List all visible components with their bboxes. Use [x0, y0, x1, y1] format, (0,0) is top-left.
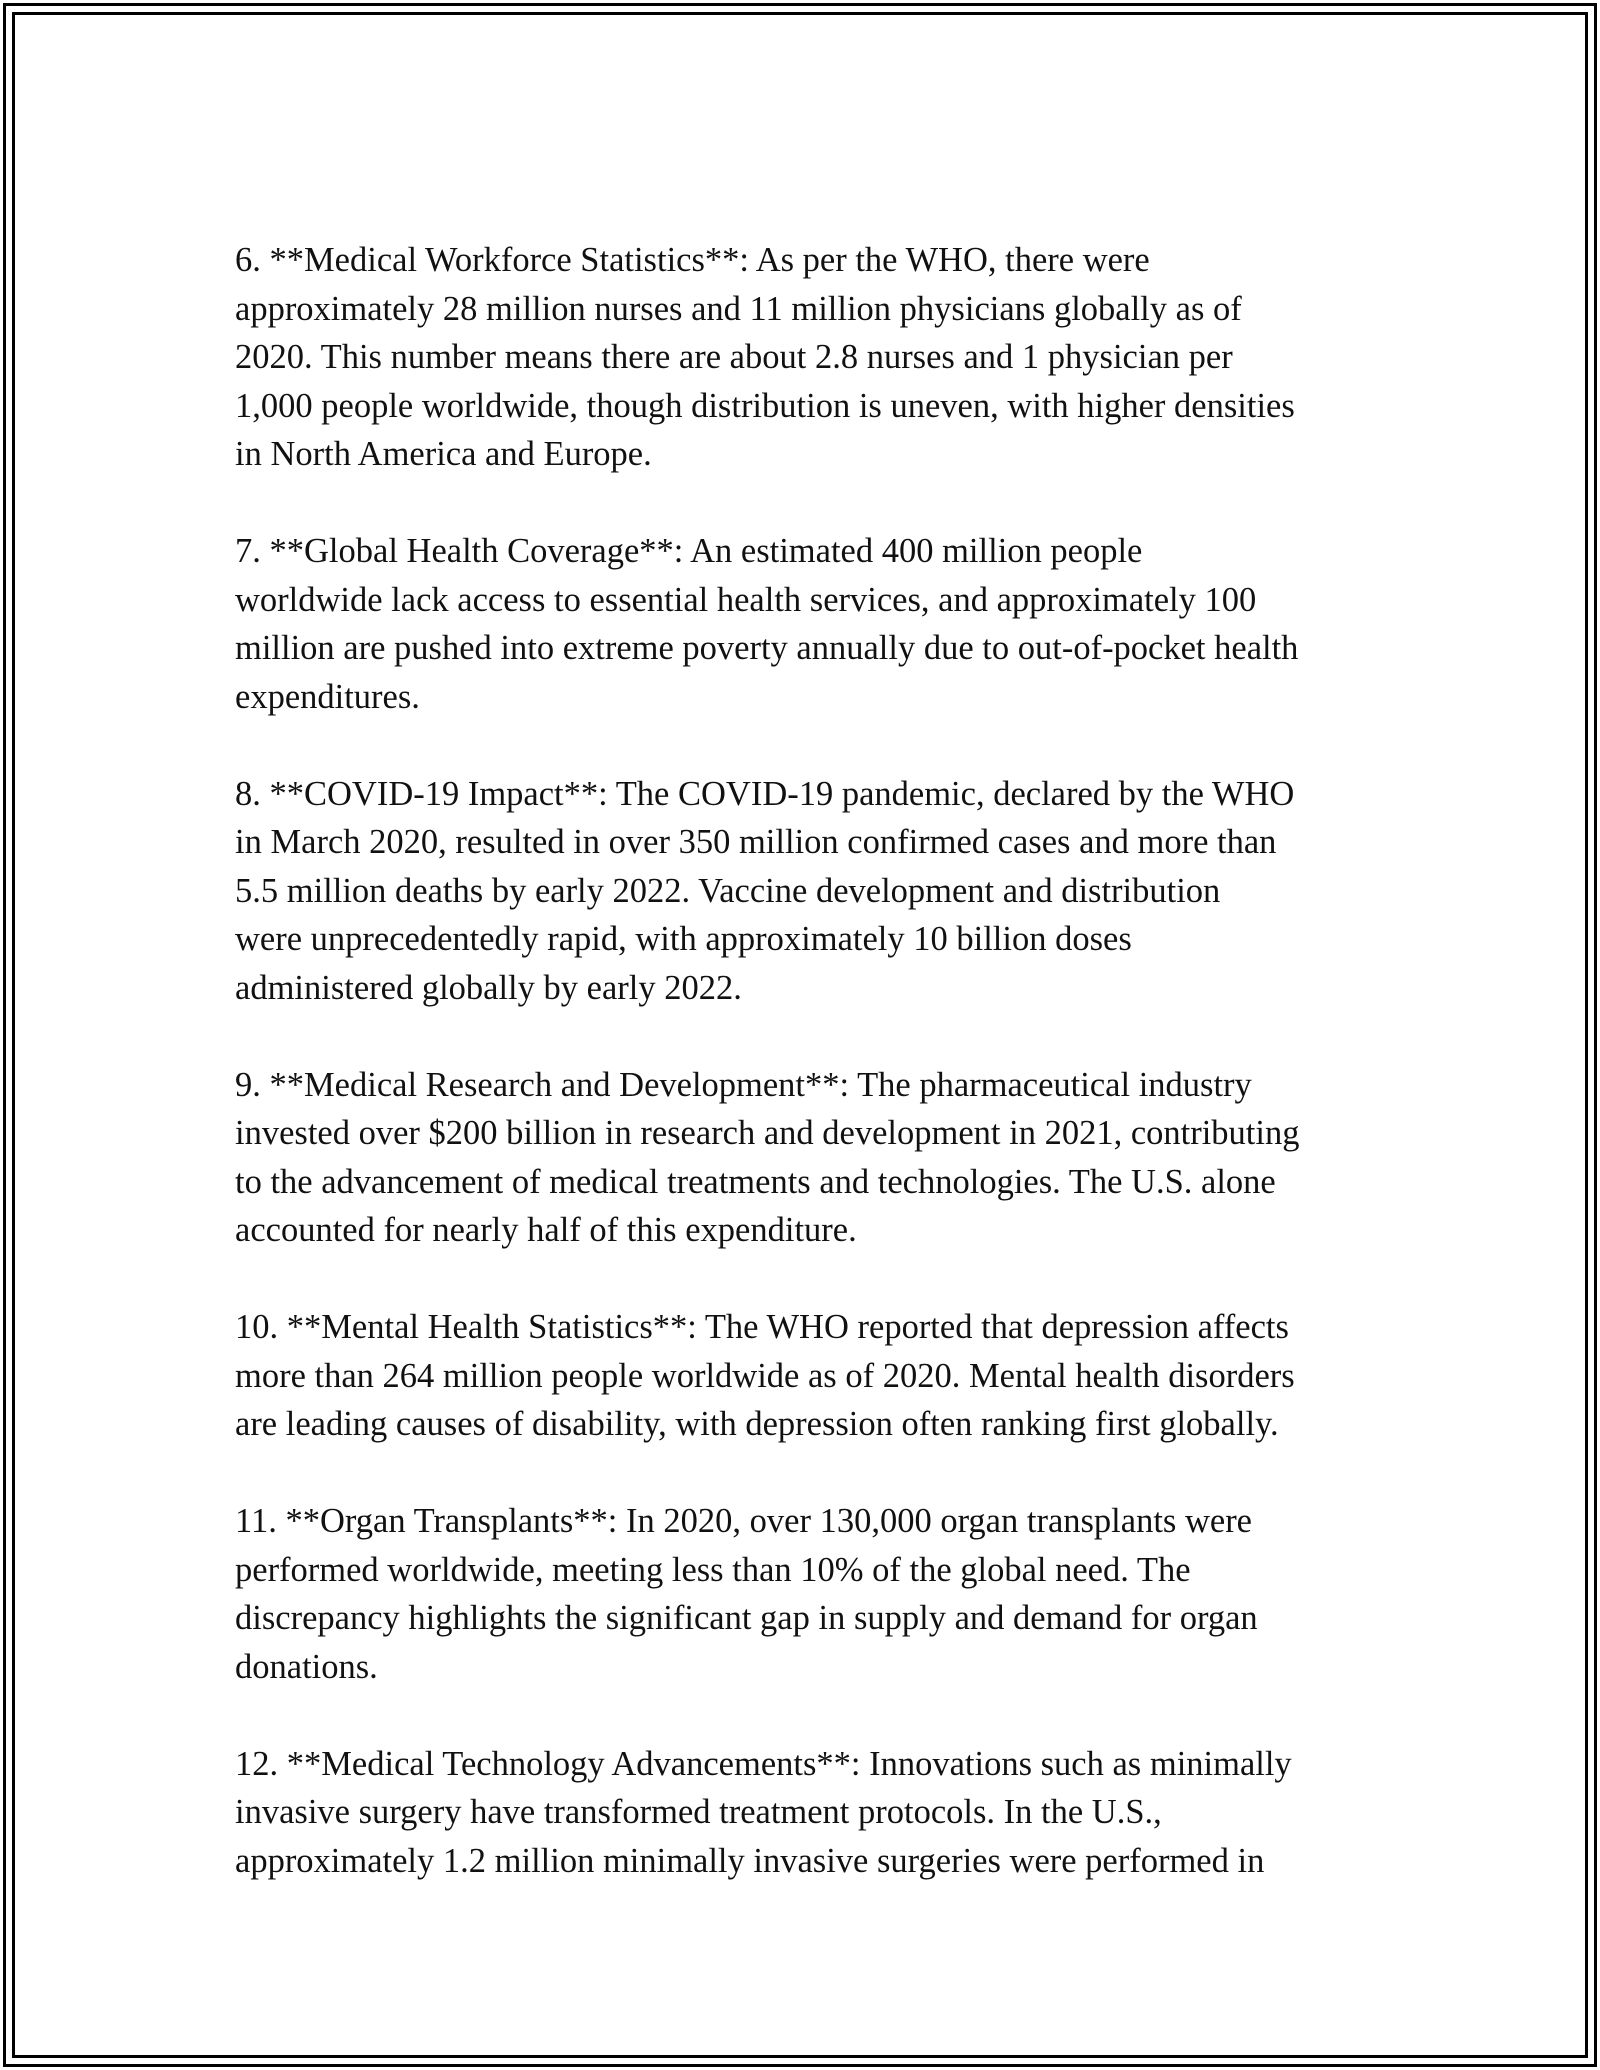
paragraph-covid-19-impact: 8. **COVID-19 Impact**: The COVID-19 pandemic, declared by the WHO in March 2020, resulted in over 350 million confirmed cases and more than 5.5 million deaths by early 2022. Vaccine development and distribution were unprecedentedly rapid, with approximately 10 billion doses administered globally by early 2022. — [235, 774, 1295, 1007]
paragraph-mental-health: 10. **Mental Health Statistics**: The WHO reported that depression affects more than 264 million people worldwide as of 2020. Mental health disorders are leading causes of disability, with depression often ranking first globally. — [235, 1308, 1295, 1443]
paragraph-medical-research: 9. **Medical Research and Development**: The pharmaceutical industry invested over $200 billion in research and development in 2021, contributing to the advancement of medical treatments and technologies. The U.S. alone accounted for nearly half of this expenditure. — [235, 1065, 1300, 1249]
paragraph-medical-workforce: 6. **Medical Workforce Statistics**: As per the WHO, there were approximately 28 million nurses and 11 million physicians globally as of 2020. This number means there are about 2.8 nurses and 1 physician per 1,000 people worldwide, though distribution is uneven, with higher densities in North America and Europe. — [235, 241, 1295, 473]
paragraph-organ-transplants: 11. **Organ Transplants**: In 2020, over 130,000 organ transplants were performed worldwide, meeting less than 10% of the global need. The discrepancy highlights the significant gap in supply and demand for organ donations. — [235, 1502, 1258, 1686]
paragraph-medical-technology: 12. **Medical Technology Advancements**: Innovations such as minimally invasive surgery have transformed treatment protocols. In the U.S., approximately 1.2 million minimally invasive surgeries were performed in — [235, 1744, 1292, 1880]
paragraph-global-health-coverage: 7. **Global Health Coverage**: An estimated 400 million people worldwide lack access to essential health services, and approximately 100 million are pushed into extreme poverty annually due to out-of-pocket health expenditures. — [235, 532, 1299, 716]
document-body — [235, 236, 1375, 1934]
